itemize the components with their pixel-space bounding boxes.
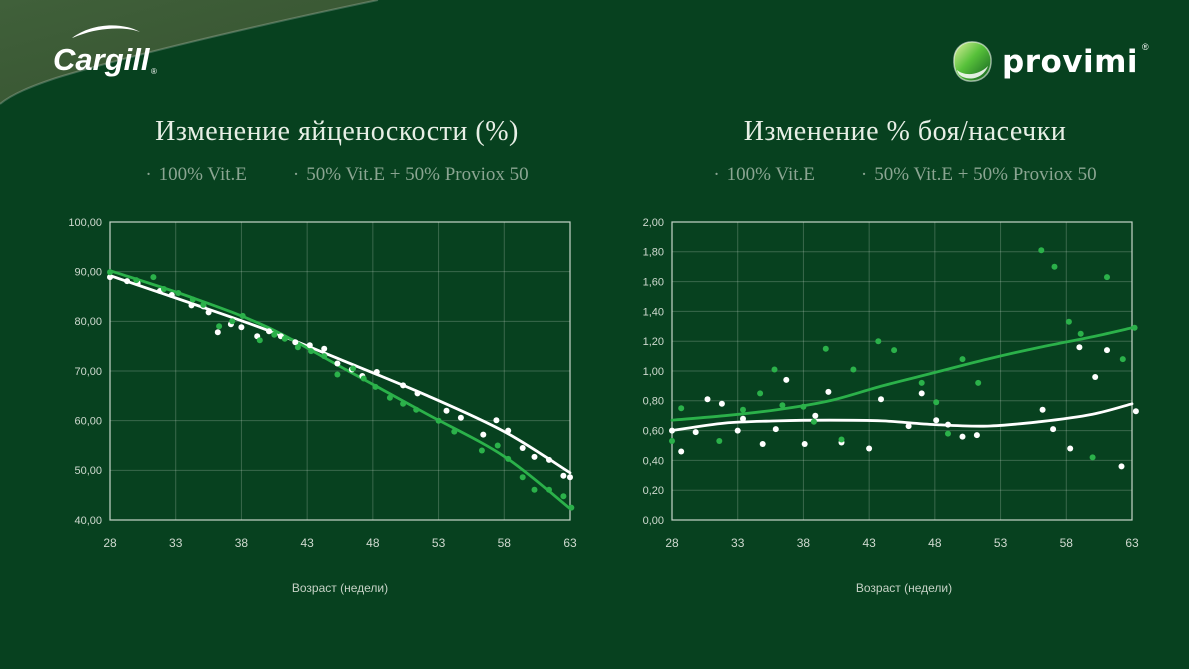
legend-label: 100% Vit.E: [158, 164, 247, 185]
data-point: [444, 408, 450, 414]
provimi-reg-mark: ®: [1142, 42, 1149, 52]
data-point: [1040, 407, 1046, 413]
data-point: [1092, 374, 1098, 380]
legend-bullet: ·: [292, 164, 300, 185]
data-point: [823, 346, 829, 352]
data-point: [719, 401, 725, 407]
data-point: [240, 313, 246, 319]
data-point: [546, 487, 552, 493]
provimi-logo: [952, 40, 1149, 84]
data-point: [266, 328, 272, 334]
data-point: [238, 324, 244, 330]
data-point: [875, 338, 881, 344]
right-chart-x-axis-title: Возраст (недели): [855, 581, 953, 595]
data-point: [945, 431, 951, 437]
breakage-chart: [622, 210, 1142, 555]
y-axis-tick-label: 0,40: [642, 455, 664, 468]
y-axis-tick-label: 50,00: [74, 465, 102, 478]
y-axis-tick-label: 70,00: [74, 365, 102, 378]
data-point: [175, 290, 181, 296]
data-point: [825, 389, 831, 395]
x-axis-tick-label: 63: [563, 536, 577, 550]
legend-bullet: ·: [145, 164, 152, 185]
data-point: [400, 382, 406, 388]
data-point: [1038, 247, 1044, 253]
y-axis-tick-label: 1,60: [642, 276, 664, 289]
data-point: [350, 366, 356, 372]
legend-label: 100% Vit.E: [726, 164, 815, 185]
data-point: [891, 347, 897, 353]
data-point: [150, 274, 156, 280]
data-point: [560, 493, 566, 499]
x-axis-tick-label: 33: [169, 536, 183, 550]
data-point: [906, 423, 912, 429]
data-point: [812, 413, 818, 419]
data-point: [933, 417, 939, 423]
x-axis-tick-label: 28: [103, 536, 117, 550]
data-point: [669, 428, 675, 434]
y-axis-tick-label: 1,40: [642, 306, 664, 319]
cargill-logo-mark: [50, 22, 160, 80]
x-axis-tick-label: 58: [497, 536, 511, 550]
legend-bullet: ·: [713, 164, 720, 185]
data-point: [878, 396, 884, 402]
legend-label: 50% Vit.E + 50% Proviox 50: [306, 164, 529, 185]
x-axis-tick-label: 28: [665, 536, 679, 550]
data-point: [505, 428, 511, 434]
data-point: [436, 418, 442, 424]
data-point: [308, 348, 314, 354]
y-axis-tick-label: 0,80: [642, 395, 664, 408]
provimi-pebble-icon: [952, 40, 994, 84]
data-point: [493, 417, 499, 423]
x-axis-tick-label: 58: [1059, 536, 1073, 550]
data-point: [413, 407, 419, 413]
data-point: [693, 429, 699, 435]
data-point: [415, 390, 421, 396]
data-point: [1076, 344, 1082, 350]
y-axis-tick-label: 2,00: [642, 216, 664, 229]
provimi-wordmark: provimi: [1002, 43, 1139, 80]
data-point: [811, 419, 817, 425]
cargill-logo: [50, 22, 160, 85]
data-point: [560, 473, 566, 479]
legend-item: [293, 164, 529, 186]
data-point: [169, 292, 175, 298]
cargill-reg-mark: ®: [151, 67, 157, 76]
data-point: [1052, 264, 1058, 270]
data-point: [933, 399, 939, 405]
x-axis-tick-label: 53: [431, 536, 446, 550]
cargill-leaf-icon: [72, 25, 140, 38]
data-point: [716, 438, 722, 444]
cargill-wordmark: Cargill: [53, 42, 150, 77]
data-point: [1090, 454, 1096, 460]
data-point: [546, 457, 552, 463]
data-point: [919, 380, 925, 386]
data-point: [960, 356, 966, 362]
data-point: [124, 278, 130, 284]
data-point: [960, 434, 966, 440]
data-point: [1078, 331, 1084, 337]
legend-item: [713, 164, 815, 186]
egg-production-chart: [60, 210, 580, 555]
data-point: [161, 286, 167, 292]
data-point: [760, 441, 766, 447]
right-chart-title: Изменение % боя/насечки: [743, 116, 1067, 147]
data-point: [282, 336, 288, 342]
data-point: [400, 401, 406, 407]
legend-item: [861, 164, 1097, 186]
legend-label: 50% Vit.E + 50% Proviox 50: [874, 164, 1097, 185]
data-point: [215, 329, 221, 335]
data-point: [520, 445, 526, 451]
data-point: [373, 384, 379, 390]
data-point: [190, 297, 196, 303]
data-point: [800, 404, 806, 410]
y-axis-tick-label: 0,20: [642, 485, 664, 498]
data-point: [773, 426, 779, 432]
left-chart-x-axis-title: Возраст (недели): [291, 581, 389, 595]
data-point: [974, 432, 980, 438]
x-axis-tick-label: 63: [1125, 536, 1139, 550]
data-point: [271, 332, 277, 338]
data-point: [757, 390, 763, 396]
x-axis-tick-label: 38: [796, 536, 811, 550]
x-axis-tick-label: 48: [928, 536, 942, 550]
data-point: [387, 395, 393, 401]
data-point: [480, 432, 486, 438]
data-point: [779, 402, 785, 408]
y-axis-tick-label: 1,80: [642, 246, 664, 259]
data-point: [1104, 274, 1110, 280]
left-chart-title: Изменение яйценоскости (%): [155, 116, 519, 147]
data-point: [334, 372, 340, 378]
data-point: [374, 369, 380, 375]
data-point: [133, 277, 139, 283]
x-axis-tick-label: 53: [993, 536, 1008, 550]
data-point: [772, 367, 778, 373]
data-point: [975, 380, 981, 386]
data-point: [361, 376, 367, 382]
x-axis-tick-label: 38: [234, 536, 249, 550]
data-point: [479, 448, 485, 454]
y-axis-tick-label: 100,00: [68, 216, 102, 229]
trend-line: [110, 271, 570, 509]
data-point: [1067, 446, 1073, 452]
data-point: [740, 407, 746, 413]
data-point: [257, 337, 263, 343]
data-point: [1133, 408, 1139, 414]
data-point: [919, 390, 925, 396]
data-point: [678, 449, 684, 455]
y-axis-tick-label: 0,60: [642, 425, 664, 438]
data-point: [1050, 426, 1056, 432]
data-point: [567, 474, 573, 480]
data-point: [669, 438, 675, 444]
y-axis-tick-label: 0,00: [642, 514, 664, 527]
data-point: [458, 415, 464, 421]
data-point: [1119, 463, 1125, 469]
data-point: [866, 446, 872, 452]
data-point: [520, 474, 526, 480]
x-axis-tick-label: 43: [300, 536, 314, 550]
left-chart-legend: [57, 164, 617, 186]
data-point: [295, 344, 301, 350]
data-point: [1066, 319, 1072, 325]
data-point: [206, 309, 212, 315]
data-point: [189, 302, 195, 308]
y-axis-tick-label: 1,00: [642, 365, 664, 378]
data-point: [568, 505, 574, 511]
data-point: [705, 396, 711, 402]
right-chart-legend: [625, 164, 1185, 186]
data-point: [532, 487, 538, 493]
legend-bullet: ·: [860, 164, 868, 185]
data-point: [740, 416, 746, 422]
data-point: [229, 318, 235, 324]
data-point: [107, 269, 113, 275]
data-point: [1104, 347, 1110, 353]
x-axis-tick-label: 43: [862, 536, 876, 550]
y-axis-tick-label: 80,00: [74, 316, 102, 329]
data-point: [451, 429, 457, 435]
x-axis-tick-label: 48: [366, 536, 380, 550]
data-point: [945, 422, 951, 428]
data-point: [532, 454, 538, 460]
data-point: [505, 456, 511, 462]
legend-item: [145, 164, 247, 186]
data-point: [850, 367, 856, 373]
data-point: [495, 443, 501, 449]
y-axis-tick-label: 40,00: [74, 514, 102, 527]
data-point: [678, 405, 684, 411]
data-point: [839, 437, 845, 443]
data-point: [802, 441, 808, 447]
y-axis-tick-label: 1,20: [642, 336, 664, 349]
data-point: [307, 342, 313, 348]
data-point: [783, 377, 789, 383]
data-point: [1132, 325, 1138, 331]
data-point: [321, 353, 327, 359]
data-point: [334, 361, 340, 367]
data-point: [216, 323, 222, 329]
y-axis-tick-label: 90,00: [74, 266, 102, 279]
data-point: [200, 302, 206, 308]
x-axis-tick-label: 33: [731, 536, 745, 550]
data-point: [1120, 356, 1126, 362]
data-point: [735, 428, 741, 434]
data-point: [321, 346, 327, 352]
y-axis-tick-label: 60,00: [74, 415, 102, 428]
